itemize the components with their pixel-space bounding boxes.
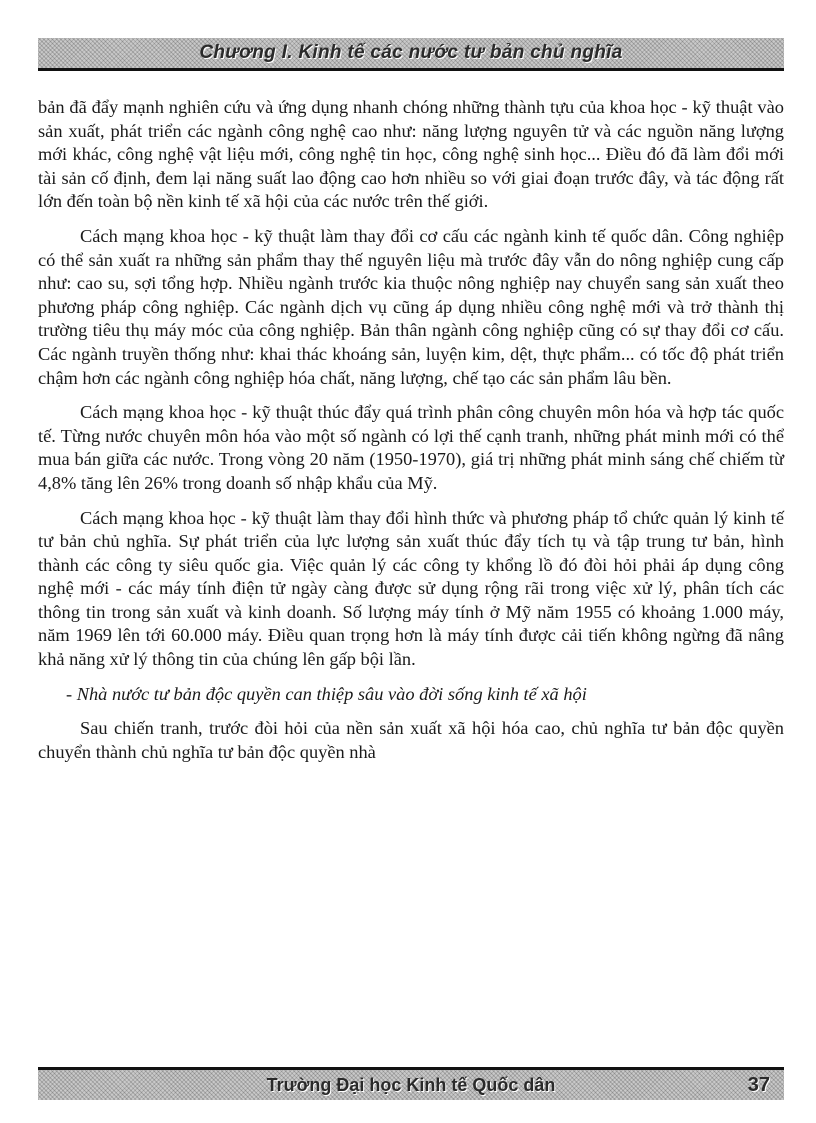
- paragraph-continued: bản đã đẩy mạnh nghiên cứu và ứng dụng nhanh chóng những thành tựu của khoa học - kỹ thuật vào sản xuất, phát triển các ngành công nghệ cao như: năng lượng nguyên tử và các nguồn năng lượng mới khác, công nghệ vật liệu mới, công nghệ tin học, công nghệ sinh học... Điều đó đã làm đổi mới tài sản cố định, đem lại năng suất lao động cao hơn nhiều so với giai đoạn trước đây, và tác động rất lớn đến toàn bộ nền kinh tế xã hội của các nước trên thế giới.: [38, 97, 784, 212]
- running-footer: [38, 1067, 784, 1100]
- page-body: [38, 96, 784, 775]
- paragraph-industry-structure: Cách mạng khoa học - kỹ thuật làm thay đổi cơ cấu các ngành kinh tế quốc dân. Công nghiệp có thể sản xuất ra những sản phẩm thay thế nguyên liệu mà trước đây vẫn do nông nghiệp cung cấp như: cao su, sợi tổng hợp. Nhiều ngành trước kia thuộc nông nghiệp nay chuyển sang sản xuất theo phương pháp công nghiệp. Các ngành dịch vụ cũng áp dụng nhiều công nghệ mới và trở thành thị trường tiêu thụ máy móc của công nghiệp. Bản thân ngành công nghiệp cũng có sự thay đổi cơ cấu. Các ngành truyền thống như: khai thác khoáng sản, luyện kim, dệt, thực phẩm... có tốc độ phát triển chậm hơn các ngành công nghiệp hóa chất, năng lượng, chế tạo các sản phẩm lâu bền.: [38, 225, 784, 388]
- paragraph-management: Cách mạng khoa học - kỹ thuật làm thay đổi hình thức và phương pháp tổ chức quản lý kinh tế tư bản chủ nghĩa. Sự phát triển của lực lượng sản xuất thúc đẩy tích tụ và tập trung tư bản, hình thành các công ty siêu quốc gia. Việc quản lý các công ty khổng lồ đó đòi hỏi phải áp dụng công nghệ mới - các máy tính điện tử ngày càng được sử dụng rộng rãi trong việc xử lý, phân tích các thông tin trong sản xuất và kinh doanh. Số lượng máy tính ở Mỹ năm 1955 có khoảng 1.000 máy, năm 1969 lên tới 60.000 máy. Điều quan trọng hơn là máy tính được cải tiến không ngừng đã nâng khả năng xử lý thông tin của chúng lên gấp bội lần.: [38, 507, 784, 670]
- paragraph-post-war: Sau chiến tranh, trước đòi hỏi của nền sản xuất xã hội hóa cao, chủ nghĩa tư bản độc quyền chuyển thành chủ nghĩa tư bản độc quyền nhà: [38, 718, 784, 762]
- section-subheading: - Nhà nước tư bản độc quyền can thiệp sâu vào đời sống kinh tế xã hội: [66, 683, 587, 704]
- page-number: 37: [747, 1073, 770, 1096]
- paragraph-specialization: Cách mạng khoa học - kỹ thuật thúc đẩy quá trình phân công chuyên môn hóa và hợp tác quốc tế. Từng nước chuyên môn hóa vào một số ngành có lợi thế cạnh tranh, những phát minh mới có thể mua bán giữa các nước. Trong vòng 20 năm (1950-1970), giá trị những phát minh sáng chế chiếm từ 4,8% tăng lên 26% trong doanh số nhập khẩu của Mỹ.: [38, 402, 784, 493]
- running-header: [38, 38, 784, 71]
- chapter-title: Chương I. Kinh tế các nước tư bản chủ nghĩa: [199, 42, 623, 63]
- university-name: Trường Đại học Kinh tế Quốc dân: [266, 1074, 556, 1095]
